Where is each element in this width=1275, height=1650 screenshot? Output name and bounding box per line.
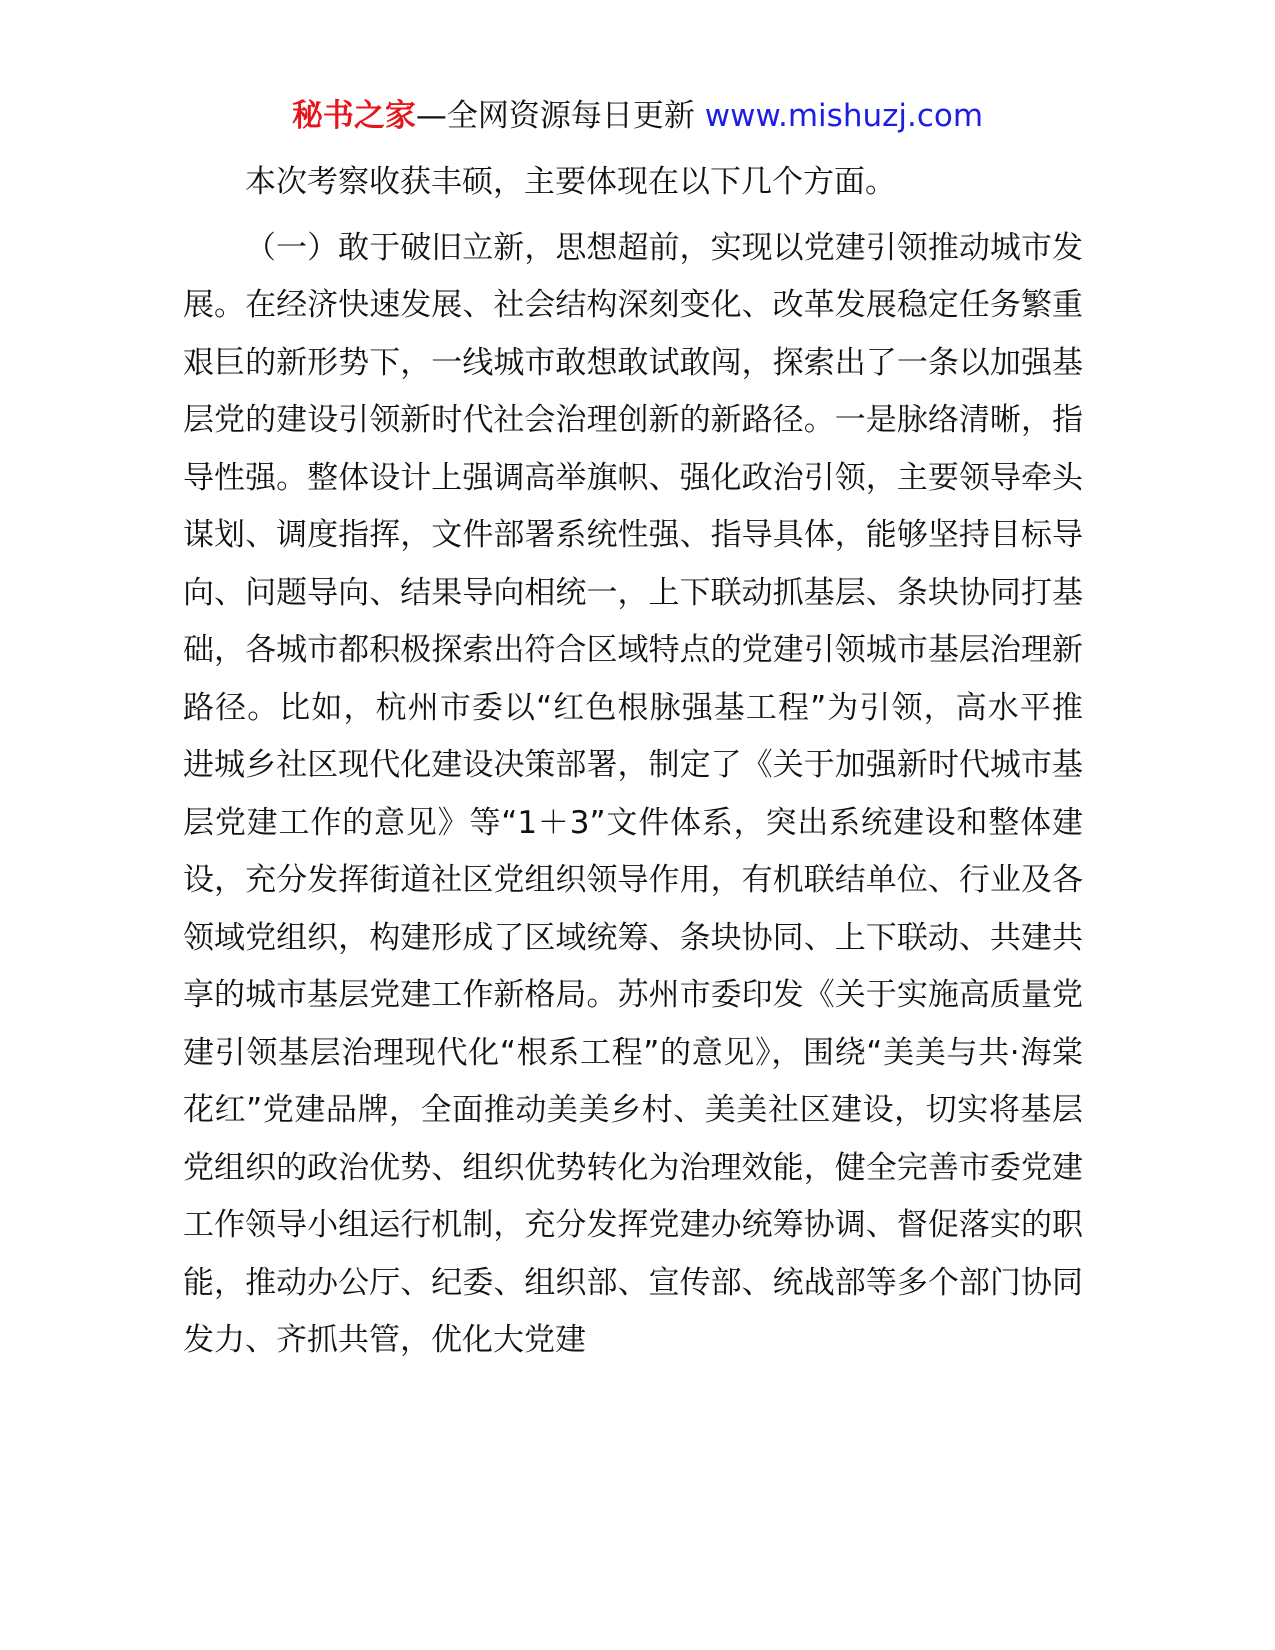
header-tagline: —全网资源每日更新: [415, 98, 695, 134]
site-header: [0, 96, 1275, 136]
paragraph-section-1: （一）敢于破旧立新，思想超前，实现以党建引领推动城市发展。在经济快速发展、社会结构深刻变化、改革发展稳定任务繁重艰巨的新形势下，一线城市敢想敢试敢闯，探索出了一条以加强基层党的建设引领新时代社会治理创新的新路径。一是脉络清晰，指导性强。整体设计上强调高举旗帜、强化政治引领，主要领导牵头谋划、调度指挥，文件部署系统性强、指导具体，能够坚持目标导向、问题导向、结果导向相统一，上下联动抓基层、条块协同打基础，各城市都积极探索出符合区域特点的党建引领城市基层治理新路径。比如，杭州市委以“红色根脉强基工程”为引领，高水平推进城乡社区现代化建设决策部署，制定了《关于加强新时代城市基层党建工作的意见》等“1＋3”文件体系，突出系统建设和整体建设，充分发挥街道社区党组织领导作用，有机联结单位、行业及各领域党组织，构建形成了区域统筹、条块协同、上下联动、共建共享的城市基层党建工作新格局。苏州市委印发《关于实施高质量党建引领基层治理现代化“根系工程”的意见》，围绕“美美与共·海棠花红”党建品牌，全面推动美美乡村、美美社区建设，切实将基层党组织的政治优势、组织优势转化为治理效能，健全完善市委党建工作领导小组运行机制，充分发挥党建办统筹协调、督促落实的职能，推动办公厅、纪委、组织部、宣传部、统战部等多个部门协同发力、齐抓共管，优化大党建: [183, 229, 1083, 1358]
paragraph-intro: 本次考察收获丰硕，主要体现在以下几个方面。: [245, 164, 896, 200]
site-url-link[interactable]: www.mishuzj.com: [704, 98, 984, 134]
document-body: [183, 154, 1083, 1370]
brand-name: 秘书之家: [291, 98, 416, 134]
